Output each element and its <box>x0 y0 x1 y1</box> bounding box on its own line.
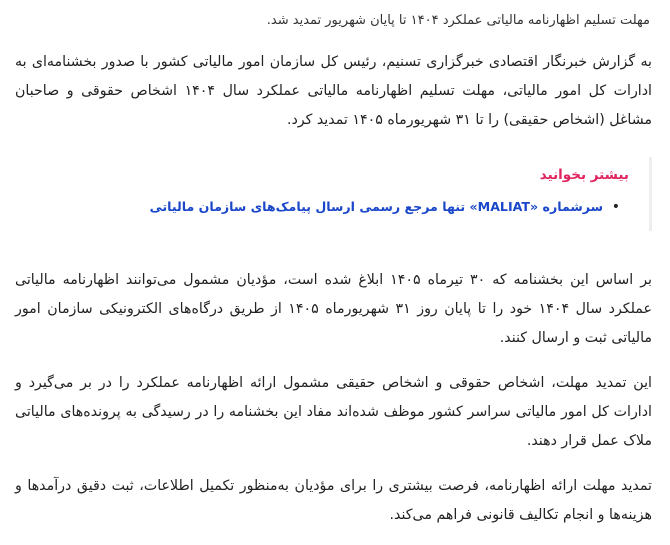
read-more-list <box>15 197 629 217</box>
paragraph-circular: بر اساس این بخشنامه که ۳۰ تیرماه ۱۴۰۵ ابلاغ شده است، مؤدیان مشمول می‌توانند اظهارنامه مالیاتی عملکرد سال ۱۴۰۴ خود را تا پایان روز ۳۱ شهریورماه ۱۴۰۵ از طریق درگاه‌های الکترونیکی سازمان امور مالیاتی ثبت و ارسال کنند. <box>15 272 652 346</box>
read-more-box <box>15 157 652 231</box>
paragraph-benefit: تمدید مهلت ارائه اظهارنامه، فرصت بیشتری را برای مؤدیان به‌منظور تکمیل اطلاعات، ثبت دقیق درآمدها و هزینه‌ها و انجام تکالیف قانونی فراهم می‌کند. <box>15 478 652 523</box>
read-more-item <box>15 197 620 217</box>
read-more-link[interactable]: سرشماره «MALIAT» تنها مرجع رسمی ارسال پیامک‌های سازمان مالیاتی <box>149 199 603 214</box>
paragraph-intro: به گزارش خبرنگار اقتصادی خبرگزاری تسنیم، رئیس کل سازمان امور مالیاتی کشور با صدور بخشنامه‌ای به ادارات کل امور مالیاتی، مهلت تسلیم اظهارنامه مالیاتی عملکرد سال ۱۴۰۴ اشخاص حقوقی و صاحبان مشاغل (اشخاص حقیقی) را تا ۳۱ شهریورماه ۱۴۰۵ تمدید کرد. <box>15 54 653 128</box>
read-more-title: بیشتر بخوانید <box>539 167 629 183</box>
bullet-icon: • <box>611 199 620 215</box>
image-caption: مهلت تسلیم اظهارنامه مالیاتی عملکرد ۱۴۰۴ تا پایان شهریور تمدید شد. <box>266 13 650 28</box>
paragraph-scope: این تمدید مهلت، اشخاص حقوقی و اشخاص حقیقی مشمول ارائه اظهارنامه عملکرد را در بر می‌گیرد و ادارات کل امور مالیاتی سراسر کشور موظف شده‌اند مفاد این بخشنامه را در رسیدگی به پرونده‌های مالیاتی ملاک عمل قرار دهند. <box>15 375 652 449</box>
